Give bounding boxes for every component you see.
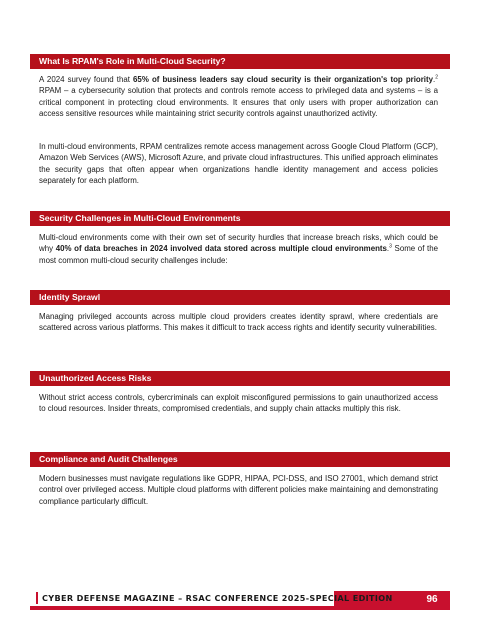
section-heading-compliance: Compliance and Audit Challenges — [30, 452, 450, 467]
paragraph-identity-sprawl: Managing privileged accounts across multiple cloud providers creates identity sprawl, where credentials are scattered across various platforms. This makes it difficult to track access rights and identify security vulnerabilities. — [39, 312, 438, 333]
paragraph-rpam-multicloud: In multi-cloud environments, RPAM centralizes remote access management across Google Cloud Platform (GCP), Amazon Web Services (AWS), Microsoft Azure, and private cloud infrastructures. This unified approach eliminates the security gaps that often appear when organizations handle identity management and access policies separately for each platform. — [39, 142, 438, 186]
section-heading-rpam-role: What Is RPAM's Role in Multi-Cloud Security? — [30, 54, 450, 69]
footer-publication-title: CYBER DEFENSE MAGAZINE – RSAC CONFERENCE 2025-SPECIAL EDITION — [42, 593, 393, 603]
paragraph-unauthorized-access: Without strict access controls, cybercriminals can exploit misconfigured permissions to gain unauthorized access to cloud resources. Insider threats, compromised credentials, and supply chain attacks multiply this risk. — [39, 393, 438, 414]
section-heading-identity-sprawl: Identity Sprawl — [30, 290, 450, 305]
footer-accent-mark — [36, 592, 38, 604]
paragraph-compliance: Modern businesses must navigate regulations like GDPR, HIPAA, PCI-DSS, and ISO 27001, which demand strict control over privileged access. Multiple cloud platforms with different policies make maintaining and demonstrating compliance particularly difficult. — [39, 474, 438, 506]
paragraph-security-challenges: Multi-cloud environments come with their own set of security hurdles that increase breach risks, which could be why 40% of data breaches in 2024 involved data stored across multiple cloud environments.$^3$ Some of the most common multi-cloud security challenges include: — [39, 233, 438, 265]
section-heading-security-challenges: Security Challenges in Multi-Cloud Environments — [30, 211, 450, 226]
paragraph-rpam-survey: A 2024 survey found that 65% of business leaders say cloud security is their organization's top priority.$^2$ RPAM – a cybersecurity solution that protects and controls remote access to privileged data and systems – is a critical component in protecting cloud environments. It ensures that only users with proper authorization can access sensitive resources while maintaining strict security controls against unauthorized activity. — [39, 74, 438, 119]
section-heading-unauthorized-access: Unauthorized Access Risks — [30, 371, 450, 386]
page-number: 96 — [426, 594, 438, 605]
